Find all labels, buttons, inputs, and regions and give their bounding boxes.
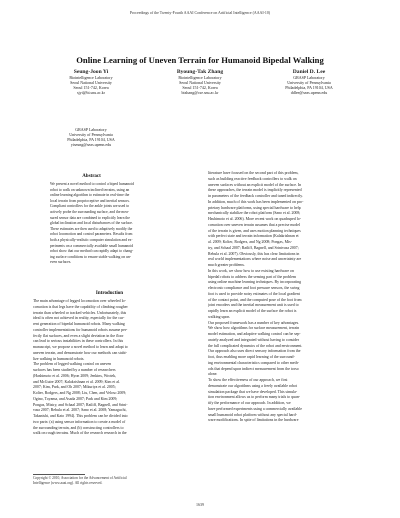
text-line: literature have focused on the second part of this problem, <box>208 171 299 175</box>
text-line: We present a novel method to control a biped humanoid <box>50 182 134 186</box>
text-line: surfaces has been studied by a number of researchers <box>33 368 116 372</box>
author-affiliation: GRASP Laboratory <box>293 75 325 80</box>
text-line: 2007; Kim, Park, and Oh 2007; Mikuriya et al. 2005; <box>33 385 116 390</box>
text-line: ware modifications. In spite of limitations in the hardware <box>208 418 299 423</box>
text-line: walk on rough terrains. Much of the research research in the <box>33 431 127 436</box>
text-line: electronic compliance and foot pressure sensors, the swing <box>208 286 300 290</box>
text-line: sured sensor data are combined to explicitly learn the <box>50 215 130 220</box>
author-affiliation: Biointelligence Laboratory <box>69 75 113 80</box>
text-line: model estimation, and adaptive walking control can be sep- <box>208 332 301 336</box>
text-line: the full complicated dynamics of the robot and environment. <box>208 343 303 348</box>
text-line: comotion is that legs have the capability of climbing rougher <box>33 304 128 309</box>
text-line: and McGuire 2007; Kalakrishnan et al. 2009; Kim et al. <box>33 379 120 384</box>
footnote-rule <box>33 474 85 475</box>
text-line: such as building reactive feedback controllers to walk on <box>208 176 297 181</box>
author-affiliation: Seoul National University <box>70 79 112 85</box>
introduction-body <box>33 299 186 437</box>
author-block-1 <box>38 69 144 96</box>
text-line: bipedal robots to address the sensing part of the problem <box>208 274 297 279</box>
abstract-heading: Abstract <box>82 174 101 179</box>
introduction-heading: Introduction <box>95 291 124 296</box>
text-line: Compliant controllers for the ankle joints are used to <box>50 204 130 209</box>
text-line: ing surface conditions to ensure stable walking on un- <box>50 254 132 259</box>
text-line: ing environmental characteristics compared to other meth- <box>208 360 299 365</box>
text-line: even surfaces. <box>50 260 72 265</box>
text-line: using online machine learning techniques. By incorporating <box>208 280 302 285</box>
text-line: fectly flat surfaces, and even a slight deviation in the floor <box>33 333 124 338</box>
author-address: Philadelphia, PA 19104, USA <box>285 84 333 90</box>
text-line: arately analyzed and integrated without having to consider <box>208 337 300 342</box>
author-address: Seoul 151-742, Korea <box>73 84 109 90</box>
text-line: these approaches, the terrain model is implicitly represented <box>208 188 302 193</box>
text-line: foot, thus enabling more rapid learning of the surround- <box>208 355 295 359</box>
text-line: demonstrate our algorithms using a freely available robot <box>208 383 298 388</box>
text-line: simulation package that we have developed. This simula- <box>208 389 298 394</box>
text-line: controller implementations for humanoid robots assume per- <box>33 327 128 332</box>
text-line: tify the performance of our approach. In addition, we <box>208 401 291 405</box>
text-line: the surrounding terrain, and (b) constructing controllers to <box>33 425 124 430</box>
author-affiliation: University of Pennsylvania <box>69 131 113 137</box>
author-affiliation: GRASP Laboratory <box>75 127 107 132</box>
text-line: much greater problems. <box>208 263 245 267</box>
text-line: uneven terrain, and demonstrate how our methods can stabi- <box>33 350 127 355</box>
author-address: Philadelphia, PA 19104, USA <box>67 136 115 142</box>
text-line: can lead to serious instabilities in these controllers. In this <box>33 339 124 344</box>
author-name: Byoung-Tak Zhang <box>176 69 224 75</box>
text-line: with perfect state and terrain information (Kalakrishnan et <box>208 234 299 239</box>
text-line: Hashimoto et al. 2006). More recent work on quadruped lo- <box>208 217 302 221</box>
author-block-1-second-affiliation <box>38 128 144 148</box>
text-line: manuscript, we propose a novel method to learn and adapt to <box>33 345 128 349</box>
text-line: actively probe the surrounding surface, and the mea- <box>50 209 129 214</box>
copyright-notice <box>33 476 186 486</box>
text-line: Intelligence (www.aaai.org). All rights reserved. <box>33 480 103 485</box>
author-email: sjyi@bi.snu.ac.kr <box>76 89 105 95</box>
text-line: walking upon. <box>208 314 231 319</box>
text-line: ideal is often not achieved in reality, especially for the cur- <box>33 316 125 321</box>
paper-title: Online Learning of Uneven Terrain for Humanoid Bipedal Walking <box>76 55 324 65</box>
text-line: lize walking in humanoid robots. <box>33 356 85 361</box>
text-line: periments on a commercially available small humanoid <box>50 243 134 248</box>
text-line: of the contact point, and the computed pose of the foot from <box>208 297 302 302</box>
text-line: in parameters of the feedback controller and tuned indirectly. <box>208 194 303 198</box>
right-column-body <box>208 171 368 424</box>
abstract-body <box>50 182 182 266</box>
text-line: ods that depend upon indirect measurement from the torso <box>208 366 299 371</box>
text-line: tion environment allows us to perform many trials to quan- <box>208 395 300 400</box>
author-address: Seoul 151-742, Korea <box>182 84 218 90</box>
text-line: Kolter, Rodgers, and Ng 2008; Liu, Chen, and Veloso 2009; <box>33 391 127 395</box>
text-line: robot locomotion and control parameters. Results from <box>50 232 133 237</box>
text-line: real world implementations where noise and uncertainty are <box>208 257 302 262</box>
text-line: of the terrain is given, and uses motion planning techniques <box>208 228 301 233</box>
text-line: two parts: (a) using sensor information to create a model of <box>33 419 126 424</box>
text-line: online learning algorithm to estimate in real-time the <box>50 193 130 198</box>
text-line: Our approach also uses direct sensory information from the <box>208 349 301 354</box>
author-name: Daniel D. Lee <box>292 69 326 75</box>
author-email: yiseung@seas.upenn.edu <box>70 141 112 147</box>
text-line: both a physically-realistic computer simulation and ex- <box>50 237 133 242</box>
text-line: To show the effectiveness of our approach, we first <box>208 378 288 382</box>
text-line: The main advantage of legged locomotion over wheeled lo- <box>33 299 126 303</box>
text-line: Pongas, Mistry, and Schaal 2007; Ratliff, Bagnell, and Srini- <box>33 402 128 407</box>
text-line: try, and Schaal 2007; Ratliff, Bagnell, and Srinivasa 2007; <box>208 245 299 250</box>
text-line: have performed experiments using a commercially available <box>208 406 302 411</box>
text-line: terrain than wheeled or tracked vehicles. Unfortunately, this <box>33 310 127 315</box>
text-line: uneven surfaces without an explicit model of the surface. In <box>208 182 302 187</box>
text-line: In addition, much of this work has been implemented on pro- <box>208 199 304 204</box>
author-block-2 <box>147 69 253 96</box>
text-line: rapidly learn an explicit model of the surface the robot is <box>208 309 297 313</box>
text-line: We show how algorithms for surface measurement, terrain <box>208 326 300 331</box>
text-line: Takanishi, and Kato 1994). This problem can be divided into <box>33 414 128 418</box>
text-line: The problem of legged walking control on uneven <box>33 362 112 367</box>
text-line: In this work, we show how to use existing hardware on <box>208 268 294 273</box>
author-affiliation: Biointelligence Laboratory <box>178 75 222 80</box>
author-block-3 <box>256 69 362 96</box>
text-line: Ogino, Toyama, and Asada 2007; Park and Kim 2009; <box>33 396 118 401</box>
text-line: rent generation of bipedal humanoid robots. Many walking <box>33 322 125 326</box>
text-line: mechanically stabilize the robot platform (Sano et al. 2008; <box>208 211 301 216</box>
text-line: comotion over uneven terrain assumes that a precise model <box>208 222 301 227</box>
text-line: Our proposed framework has a number of key advantages. <box>208 320 300 325</box>
author-email: ddlee@seas.upenn.edu <box>290 89 328 95</box>
text-line: vasa 2007; Rebula et al. 2007; Sano et al. 2008; Yamaguchi, <box>33 408 127 413</box>
text-line: Rebula et al. 2007). Obviously, this has clear limitations in <box>208 251 300 256</box>
text-line: robot show that our method can rapidly adapt to chang- <box>50 249 134 254</box>
text-line: global inclination and local disturbances of the surface. <box>50 221 133 226</box>
proceedings-header: Proceedings of the Twenty-Fourth AAAI Conference on Artificial Intelligence (AAAI-10) <box>129 11 271 15</box>
text-line: al. 2009; Kolter, Rodgers, and Ng 2008; Pongas, Mis- <box>208 240 292 244</box>
text-line: These estimates are then used to adaptively modify the <box>50 226 133 231</box>
text-line: robot to walk on unknown inclined terrains, using an <box>50 187 130 192</box>
text-line: foot is used to provide noisy estimates of the local gradient <box>208 291 300 296</box>
author-email: btzhang@cse.snu.ac.kr <box>181 89 219 95</box>
text-line: joint encoders and the inertial measurement unit is used to <box>208 303 299 308</box>
author-affiliation: University of Pennsylvania <box>287 79 331 85</box>
author-name: Seung-Joon Yi <box>73 69 109 75</box>
author-affiliation: Seoul National University <box>179 79 221 85</box>
text-line: alone. <box>208 372 218 377</box>
text-line: Copyright © 2010, Association for the Advancement of Artificial <box>33 476 127 480</box>
text-line: small humanoid robot platform without any special hard- <box>208 412 297 417</box>
text-line: local terrain from proprioceptive and inertial sensors. <box>50 198 130 203</box>
page-number: 1639 <box>196 502 204 507</box>
text-line: (Hashimoto et al. 2006; Hyon 2009; Jenkins, Wrotek, <box>33 373 117 378</box>
text-line: prietary hardware platforms, using special hardware to help <box>208 205 301 210</box>
